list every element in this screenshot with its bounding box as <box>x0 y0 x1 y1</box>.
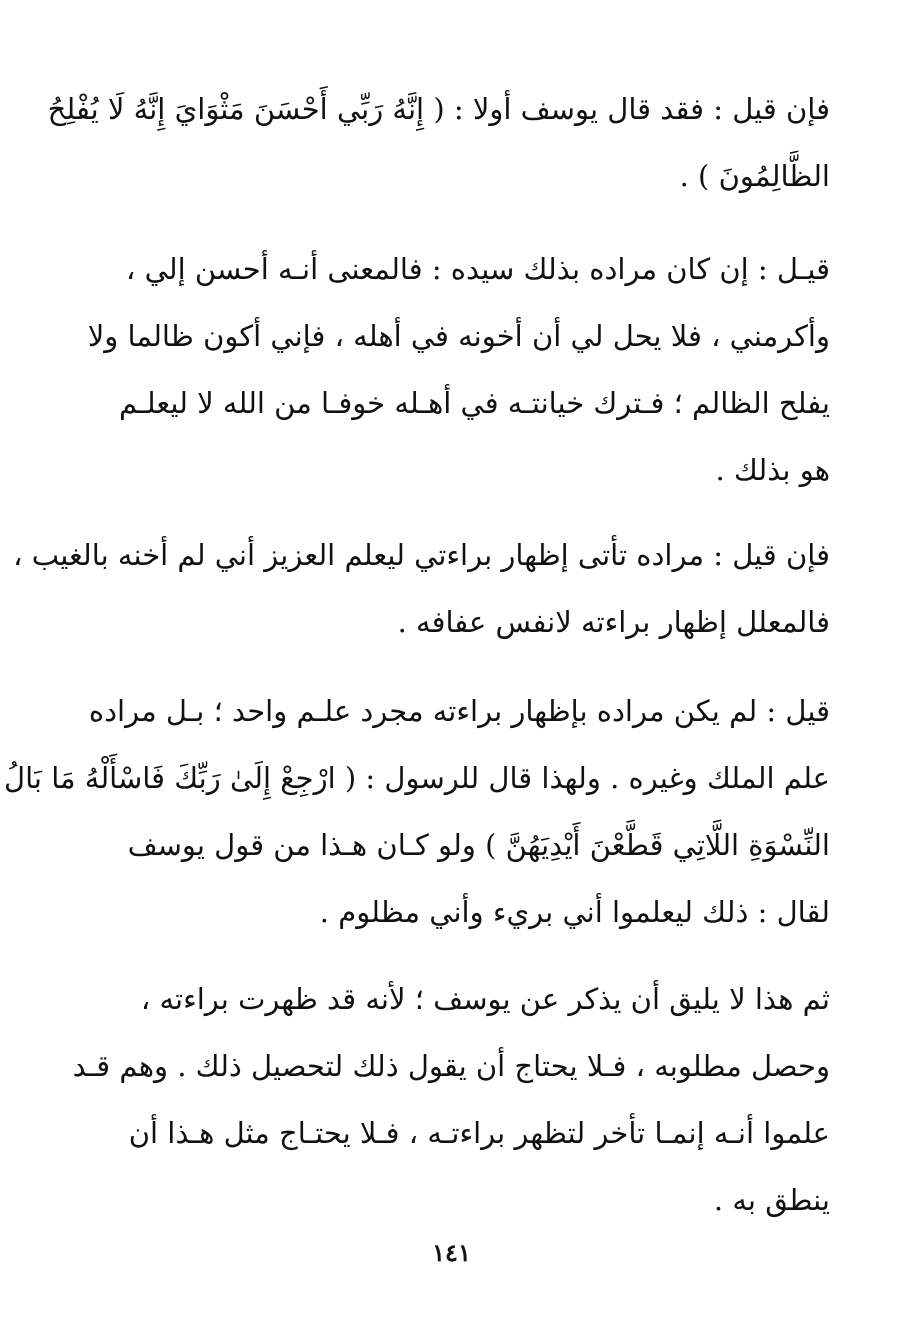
text-line: يفلح الظالم ؛ فـترك خيانتـه في أهـله خوفـا من الله لا ليعلـم <box>118 386 830 420</box>
text-line: النِّسْوَةِ اللَّاتِي قَطَّعْنَ أَيْدِيَهُنَّ ) ولو كـان هـذا من قول يوسف <box>127 828 830 862</box>
paragraph-4 <box>4 678 830 946</box>
paragraph-3 <box>13 522 830 656</box>
text-line-last: الظَّالِمُونَ ) . <box>679 159 830 193</box>
paragraph-1 <box>47 76 830 210</box>
text-line-last: ينطق به . <box>713 1183 830 1217</box>
page-number: ١٤١ <box>432 1238 471 1267</box>
text-line-last: فالمعلل إظهار براءته لانفس عفافه . <box>397 605 830 639</box>
text-line-last: هو بذلك . <box>715 453 830 487</box>
text-line: وأكرمني ، فلا يحل لي أن أخونه في أهله ، فإني أكون ظالما ولا <box>87 319 830 353</box>
text-line: قيـل : إن كان مراده بذلك سيده : فالمعنى أنـه أحسن إلي ، <box>125 252 830 286</box>
text-line: قيل : لم يكن مراده بإظهار براءته مجرد علـم واحد ؛ بـل مراده <box>88 694 830 728</box>
paragraph-5 <box>72 966 830 1234</box>
text-line: فإن قيل : مراده تأتى إظهار براءتي ليعلم العزيز أني لم أخنه بالغيب ، <box>13 538 830 572</box>
paragraph-2 <box>87 236 830 504</box>
text-line: فإن قيل : فقد قال يوسف أولا : ( إِنَّهُ رَبِّي أَحْسَنَ مَثْوَايَ إِنَّهُ لَا يُفْلِحُ <box>47 92 830 126</box>
text-line: وحصل مطلوبه ، فـلا يحتاج أن يقول ذلك لتحصيل ذلك . وهم قـد <box>72 1049 830 1083</box>
text-line-last: لقال : ذلك ليعلموا أني بريء وأني مظلوم . <box>319 895 830 929</box>
text-line: علم الملك وغيره . ولهذا قال للرسول : ( ارْجِعْ إِلَىٰ رَبِّكَ فَاسْأَلْهُ مَا بَالُ <box>4 761 830 795</box>
text-line: علموا أنـه إنمـا تأخر لتظهر براءتـه ، فـلا يحتـاج مثل هـذا أن <box>128 1116 830 1150</box>
text-line: ثم هذا لا يليق أن يذكر عن يوسف ؛ لأنه قد ظهرت براءته ، <box>140 982 830 1016</box>
